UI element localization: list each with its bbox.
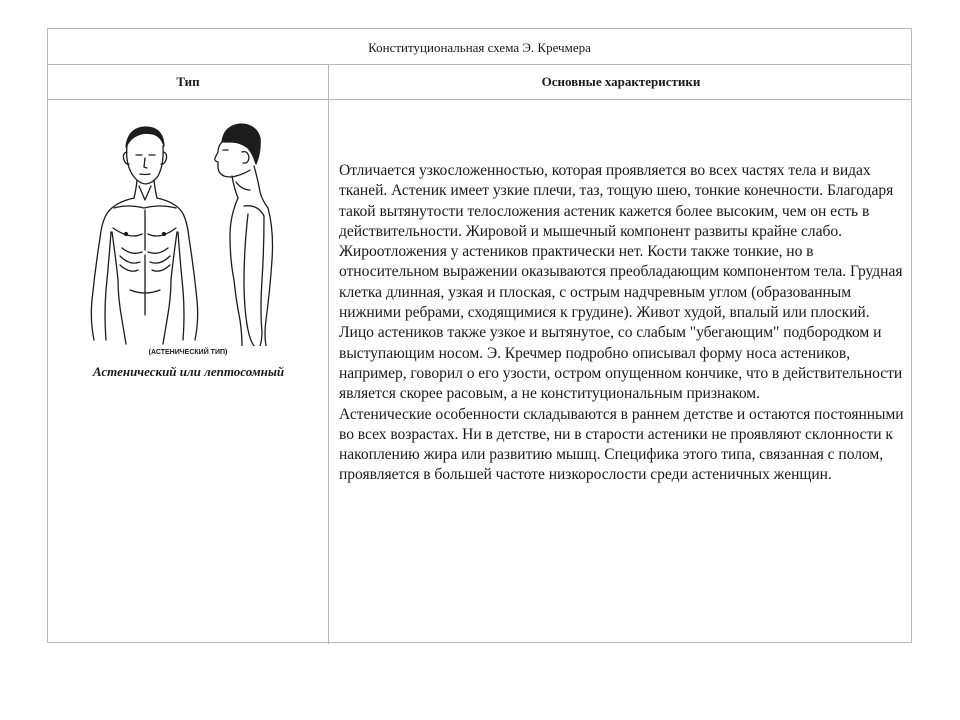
table-header-row bbox=[48, 65, 911, 100]
side-figure bbox=[215, 124, 273, 346]
figure-caption: (АСТЕНИЧЕСКИЙ ТИП) bbox=[148, 349, 228, 356]
characteristics-cell bbox=[329, 100, 913, 644]
characteristics-paragraph: Отличается узкосложенностью, которая проявляется во всех частях тела и видах тканей. Астеник имеет узкие плечи, таз, тощую шею, тонкие конечности. Благодаря такой вытянутости телосложения астеник кажется более высоким, чем он есть в действительности. Жировой и мышечный компонент развиты крайне слабо. Жироотложения у астеников практически нет. Кости также тонкие, но в относительном выражении оказываются преобладающим компонентом тела. Грудная клетка длинная, узкая и плоская, с острым надчревным углом (образованным нижними ребрами, сходящимися к грудине). Живот худой, впалый или плоский. bbox=[339, 162, 903, 322]
characteristics-paragraph: Лицо астеников также узкое и вытянутое, со слабым "убегающим" подбородком и выступающим носом. Э. Кречмер подробно описывал форму носа астеников, например, говорил о его узости, остром опущенном кончике, что в действительности является скорее расовым, а не конституциональным признаком. bbox=[339, 324, 903, 403]
characteristics-paragraph: Астенические особенности складываются в раннем детстве и остаются постоянными во всех возрастах. Ни в детстве, ни в старости астеники не проявляют склонности к накоплению жира или развитию мышц. Специфика этого типа, связанная с полом, проявляется в большей частоте низкорослости среди астеничных женщин. bbox=[339, 405, 904, 484]
characteristics-text bbox=[339, 161, 911, 486]
front-figure bbox=[91, 127, 197, 344]
type-name: Астенический или лептосомный bbox=[92, 364, 285, 379]
table-title: Конституциональная схема Э. Кречмера bbox=[368, 39, 591, 55]
header-type: Тип bbox=[48, 65, 329, 99]
table-row bbox=[48, 100, 911, 644]
body-figures-drawing bbox=[68, 120, 308, 346]
header-characteristics: Основные характеристики bbox=[541, 74, 701, 89]
table-title-row bbox=[48, 29, 911, 65]
type-cell bbox=[48, 100, 329, 644]
constitution-table bbox=[47, 28, 912, 643]
asthenic-figure-illustration bbox=[68, 120, 308, 356]
